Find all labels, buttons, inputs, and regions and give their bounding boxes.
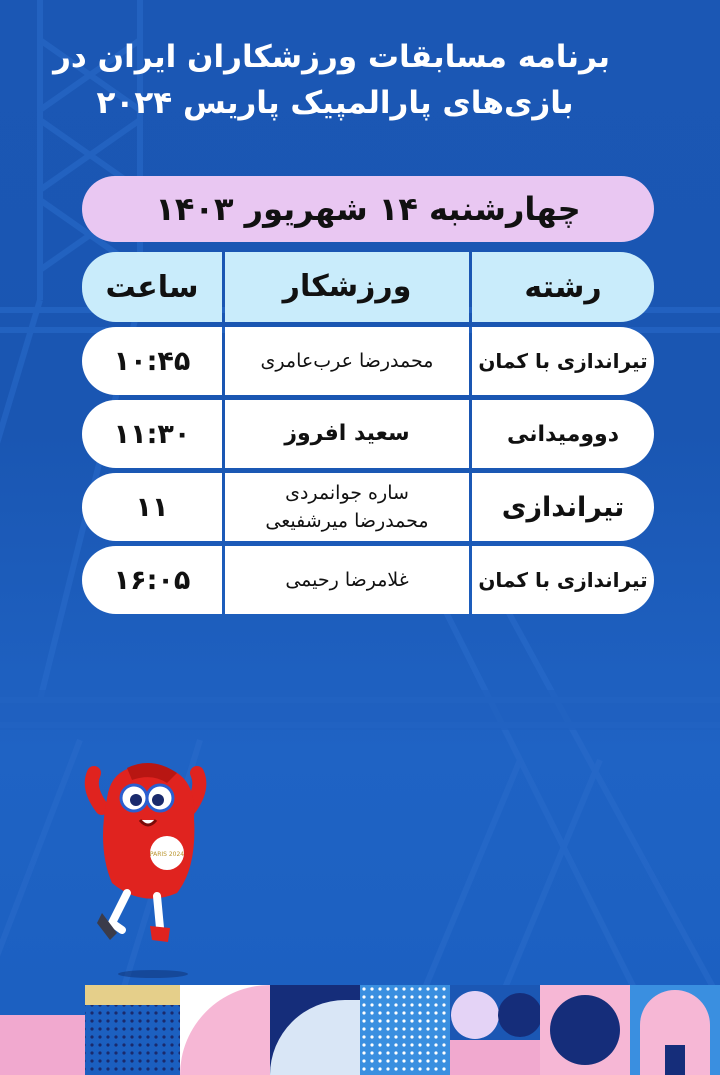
discipline-cell: تیراندازی xyxy=(472,473,654,541)
page-title xyxy=(53,34,610,126)
time-cell: ۱۱ xyxy=(82,473,222,541)
mascot-illustration xyxy=(82,758,212,958)
table-row xyxy=(82,400,654,468)
title-line-1: برنامه مسابقات ورزشکاران ایران در xyxy=(53,39,610,75)
athlete-cell: سعید افروز xyxy=(225,400,469,468)
discipline-cell: تیراندازی با کمان xyxy=(472,327,654,395)
table-header-row xyxy=(82,252,654,322)
athlete-cell: محمدرضا عرب‌عامری xyxy=(225,327,469,395)
mascot-badge-text: PARIS 2024 xyxy=(149,851,185,858)
athlete-cell xyxy=(225,473,469,541)
header-athlete: ورزشکار xyxy=(225,252,469,322)
discipline-cell: تیراندازی با کمان xyxy=(472,546,654,614)
decorative-pattern xyxy=(0,985,720,1075)
title-line-2: بازی‌های پارالمپیک پاریس ۲۰۲۴ xyxy=(96,85,574,121)
mascot-shadow xyxy=(118,970,188,978)
header-time: ساعت xyxy=(82,252,222,322)
table-row xyxy=(82,327,654,395)
date-banner: چهارشنبه ۱۴ شهریور ۱۴۰۳ xyxy=(82,176,654,242)
header-discipline: رشته xyxy=(472,252,654,322)
athlete-name: ساره جوانمردی xyxy=(285,482,409,504)
schedule-table xyxy=(82,252,654,619)
time-cell: ۱۶:۰۵ xyxy=(82,546,222,614)
table-row xyxy=(82,473,654,541)
table-row xyxy=(82,546,654,614)
time-cell: ۱۰:۴۵ xyxy=(82,327,222,395)
athlete-cell: غلامرضا رحیمی xyxy=(225,546,469,614)
discipline-cell: دوومیدانی xyxy=(472,400,654,468)
time-cell: ۱۱:۳۰ xyxy=(82,400,222,468)
athlete-name: محمدرضا میرشفیعی xyxy=(265,510,429,532)
